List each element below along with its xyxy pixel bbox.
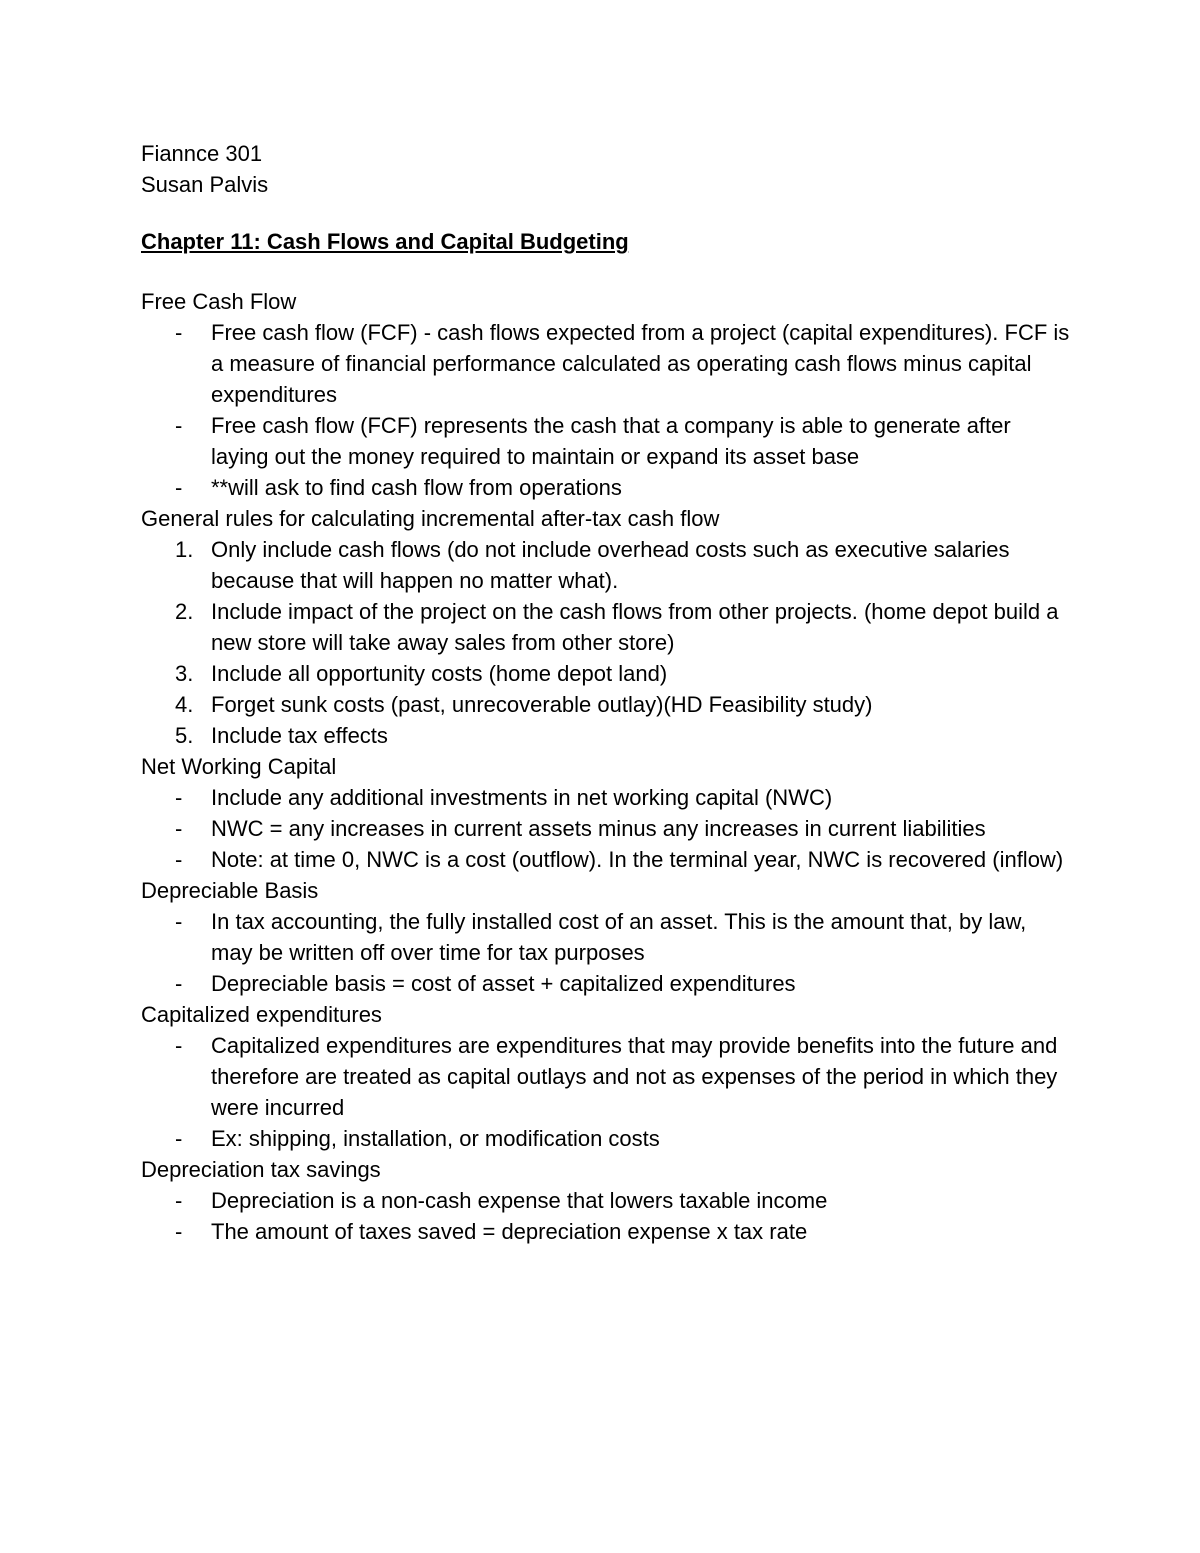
list-item-text: Capitalized expenditures are expenditures that may provide benefits into the future and therefore are treated as capital outlays and not as expenses of the period in which they were incurred: [211, 1033, 1058, 1120]
number-marker: 3.: [175, 661, 194, 686]
dash-marker: -: [175, 475, 183, 500]
list-item-text: Free cash flow (FCF) represents the cash that a company is able to generate after laying out the money required to maintain or expand its asset base: [211, 413, 1011, 469]
list-item-text: Depreciation is a non-cash expense that lowers taxable income: [211, 1188, 828, 1213]
list-item-text: Include all opportunity costs (home depot land): [211, 661, 668, 686]
list-item: [141, 596, 1071, 658]
list-item-text: Depreciable basis = cost of asset + capitalized expenditures: [211, 971, 796, 996]
list-item: [141, 317, 1071, 410]
list-item: [141, 844, 1071, 875]
list-item-text: NWC = any increases in current assets minus any increases in current liabilities: [211, 816, 986, 841]
list-item: [141, 689, 1071, 720]
dash-marker: -: [175, 785, 183, 810]
number-marker: 5.: [175, 723, 194, 748]
depreciation-tax-savings-list: [141, 1185, 1071, 1247]
section-heading-depreciation-tax-savings: Depreciation tax savings: [141, 1157, 381, 1182]
number-marker: 1.: [175, 537, 194, 562]
document-page: [141, 138, 1071, 1247]
list-item-text: Include tax effects: [211, 723, 388, 748]
list-item-text: Only include cash flows (do not include overhead costs such as executive salaries because that will happen no matter what).: [211, 537, 1010, 593]
list-item-text: Free cash flow (FCF) - cash flows expected from a project (capital expenditures). FCF is a measure of financial performance calculated as operating cash flows minus capital expenditures: [211, 320, 1070, 407]
dash-marker: -: [175, 909, 183, 934]
section-heading-capitalized-expenditures: Capitalized expenditures: [141, 1002, 382, 1027]
chapter-title: Chapter 11: Cash Flows and Capital Budgeting: [141, 229, 629, 254]
author-name: Susan Palvis: [141, 172, 269, 197]
list-item-text: Note: at time 0, NWC is a cost (outflow). In the terminal year, NWC is recovered (inflow): [211, 847, 1064, 872]
list-item: [141, 968, 1071, 999]
dash-marker: -: [175, 1219, 183, 1244]
dash-marker: -: [175, 847, 183, 872]
dash-marker: -: [175, 816, 183, 841]
dash-marker: -: [175, 320, 183, 345]
list-item: [141, 410, 1071, 472]
list-item: [141, 472, 1071, 503]
list-item: [141, 1185, 1071, 1216]
depreciable-basis-list: [141, 906, 1071, 999]
number-marker: 2.: [175, 599, 194, 624]
section-heading-free-cash-flow: Free Cash Flow: [141, 289, 297, 314]
list-item-text: **will ask to find cash flow from operations: [211, 475, 622, 500]
list-item-text: In tax accounting, the fully installed cost of an asset. This is the amount that, by law, may be written off over time for tax purposes: [211, 909, 1027, 965]
list-item: [141, 813, 1071, 844]
list-item-text: Include any additional investments in net working capital (NWC): [211, 785, 833, 810]
dash-marker: -: [175, 1188, 183, 1213]
net-working-capital-list: [141, 782, 1071, 875]
section-heading-net-working-capital: Net Working Capital: [141, 754, 337, 779]
list-item-text: Include impact of the project on the cash flows from other projects. (home depot build a new store will take away sales from other store): [211, 599, 1059, 655]
dash-marker: -: [175, 971, 183, 996]
dash-marker: -: [175, 1126, 183, 1151]
section-heading-general-rules: General rules for calculating incremental after-tax cash flow: [141, 506, 720, 531]
general-rules-list: [141, 534, 1071, 751]
list-item-text: Forget sunk costs (past, unrecoverable outlay)(HD Feasibility study): [211, 692, 873, 717]
list-item: [141, 658, 1071, 689]
section-heading-depreciable-basis: Depreciable Basis: [141, 878, 319, 903]
number-marker: 4.: [175, 692, 194, 717]
capitalized-expenditures-list: [141, 1030, 1071, 1154]
list-item-text: Ex: shipping, installation, or modification costs: [211, 1126, 660, 1151]
dash-marker: -: [175, 413, 183, 438]
course-name: Fiannce 301: [141, 141, 263, 166]
list-item: [141, 1216, 1071, 1247]
dash-marker: -: [175, 1033, 183, 1058]
list-item: [141, 906, 1071, 968]
list-item-text: The amount of taxes saved = depreciation expense x tax rate: [211, 1219, 808, 1244]
list-item: [141, 534, 1071, 596]
free-cash-flow-list: [141, 317, 1071, 503]
list-item: [141, 782, 1071, 813]
list-item: [141, 720, 1071, 751]
list-item: [141, 1030, 1071, 1123]
list-item: [141, 1123, 1071, 1154]
